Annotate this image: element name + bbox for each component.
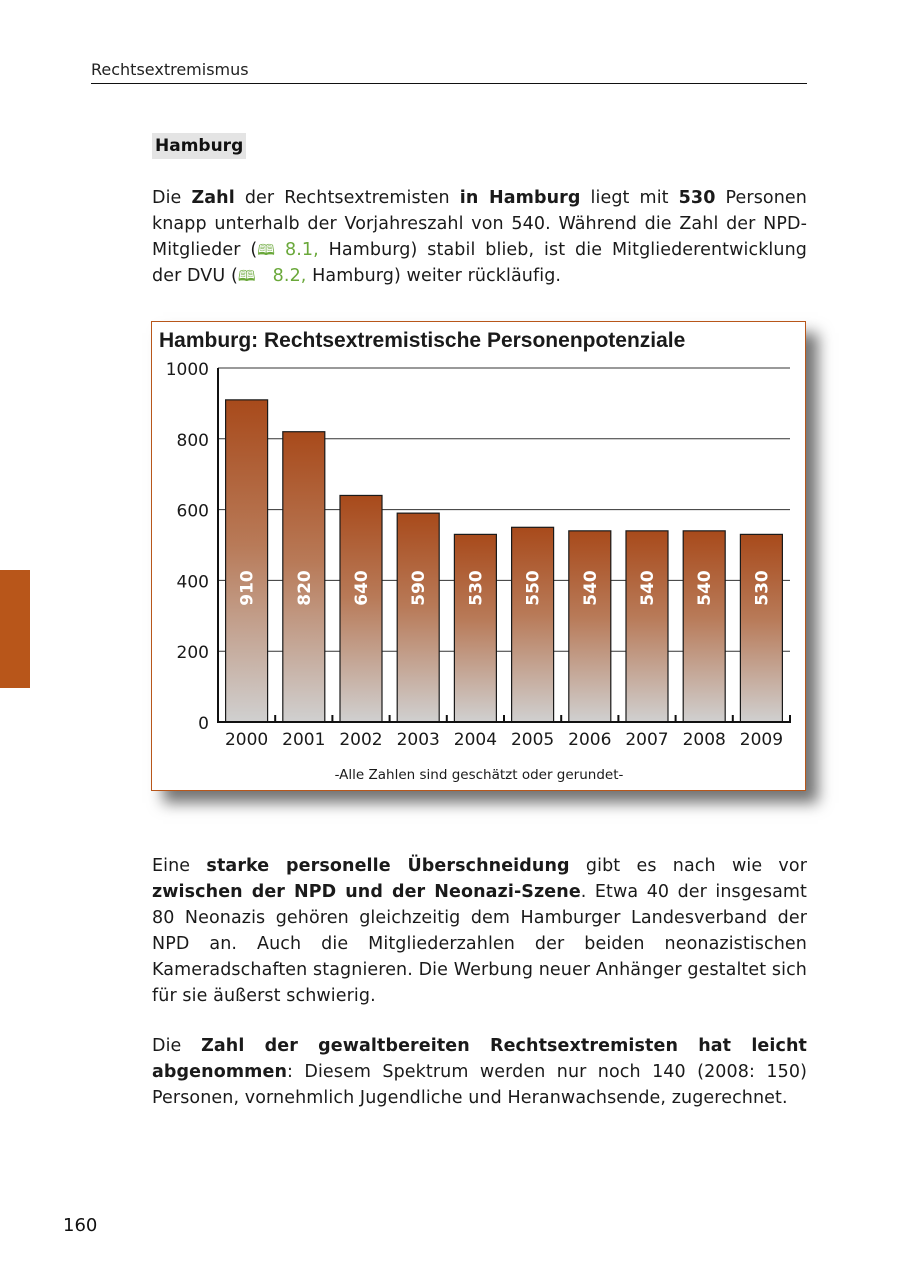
y-tick-label: 400	[176, 572, 209, 593]
y-tick-label: 200	[176, 643, 209, 664]
bar	[740, 534, 782, 722]
bar	[340, 495, 382, 722]
bar	[512, 527, 554, 722]
bar	[226, 400, 268, 722]
paragraph-overlap	[152, 853, 807, 1009]
x-tick-label: 2001	[282, 730, 326, 750]
bar-value-label: 910	[237, 570, 258, 606]
bar-value-label: 550	[523, 570, 544, 606]
bar-value-label: 820	[294, 570, 315, 606]
bar-value-label: 540	[580, 570, 601, 606]
x-tick-label: 2006	[568, 730, 612, 750]
y-tick-label: 600	[176, 501, 209, 522]
bold-run: in Hamburg	[459, 188, 581, 208]
text-run: Hamburg) stabil blieb, ist die Mitgliederentwicklung der DVU (	[152, 240, 807, 286]
bar	[626, 531, 668, 722]
x-tick-label: 2005	[510, 730, 555, 750]
section-heading: Hamburg	[152, 133, 246, 159]
bar-value-label: 540	[695, 570, 716, 606]
book-icon: 🕮	[237, 267, 256, 285]
chapter-tab-marker	[0, 570, 30, 688]
text-run: der Rechtsextremisten	[234, 188, 460, 208]
x-tick-label: 2003	[396, 730, 440, 750]
chart-title: Hamburg: Rechtsextremistische Personenpotenziale	[159, 329, 686, 352]
text-run: : Diesem Spektrum werden nur noch 140 (2008: 150) Personen, vornehmlich Jugendliche und Heranwachsende, zugerechnet.	[152, 1062, 807, 1108]
text-run: Die	[152, 1036, 202, 1056]
bar-chart-frame	[151, 321, 806, 791]
x-tick-label: 2009	[739, 730, 784, 750]
text-run: . Etwa 40 der insgesamt 80 Neonazis gehören gleichzeitig dem Hamburger Landesverband der NPD an. Auch die Mitgliederzahlen der beiden neonazistischen Kameradschaften stagnieren. Die Werbung neuer Anhänger gestaltet sich für sie äußerst schwierig.	[152, 882, 807, 1006]
y-tick-label: 800	[176, 430, 209, 451]
bar-value-label: 530	[466, 570, 487, 606]
bar	[454, 534, 496, 722]
cross-reference-npd[interactable]: 8.1,	[284, 240, 319, 260]
text-run: Personen knapp unterhalb der Vorjahreszahl von 540. Während die Zahl der NPD-Mitglieder (	[152, 188, 807, 260]
running-header: Rechtsextremismus	[91, 60, 807, 84]
text-run: gibt es nach wie vor	[569, 856, 807, 876]
chart-footnote: -Alle Zahlen sind geschätzt oder gerundet-	[334, 767, 624, 783]
y-tick-label: 0	[198, 714, 209, 734]
x-tick-label: 2004	[453, 730, 498, 750]
bold-run: Zahl	[191, 188, 235, 208]
bar	[569, 531, 611, 722]
text-run: Eine	[152, 856, 207, 876]
y-tick-label: 1000	[165, 360, 209, 380]
x-tick-label: 2002	[339, 730, 383, 750]
bold-run: starke personelle Überschneidung	[206, 856, 570, 876]
bar	[397, 513, 439, 722]
bar-chart	[152, 322, 807, 792]
text-run: Hamburg) weiter rückläufig.	[306, 266, 562, 286]
cross-reference-dvu[interactable]: 8.2,	[272, 266, 307, 286]
bar	[683, 531, 725, 722]
bold-run: Zahl der gewaltbereiten Rechtsextremisten hat leicht abgenommen	[152, 1036, 807, 1082]
bar-value-label: 540	[638, 570, 658, 606]
paragraph-intro	[152, 185, 807, 289]
bold-run: 530	[678, 188, 716, 208]
bar-value-label: 530	[752, 570, 773, 606]
text-run: liegt mit	[580, 188, 679, 208]
bar-value-label: 590	[409, 570, 430, 606]
x-tick-label: 2007	[625, 730, 669, 750]
paragraph-violence	[152, 1033, 807, 1111]
x-tick-label: 2008	[682, 730, 726, 750]
book-icon: 🕮	[257, 241, 276, 259]
x-tick-label: 2000	[224, 730, 269, 750]
bold-run: zwischen der NPD und der Neonazi-Szene	[152, 882, 581, 902]
page-number: 160	[63, 1215, 98, 1236]
bar-value-label: 640	[352, 570, 372, 606]
text-run: Die	[152, 188, 192, 208]
